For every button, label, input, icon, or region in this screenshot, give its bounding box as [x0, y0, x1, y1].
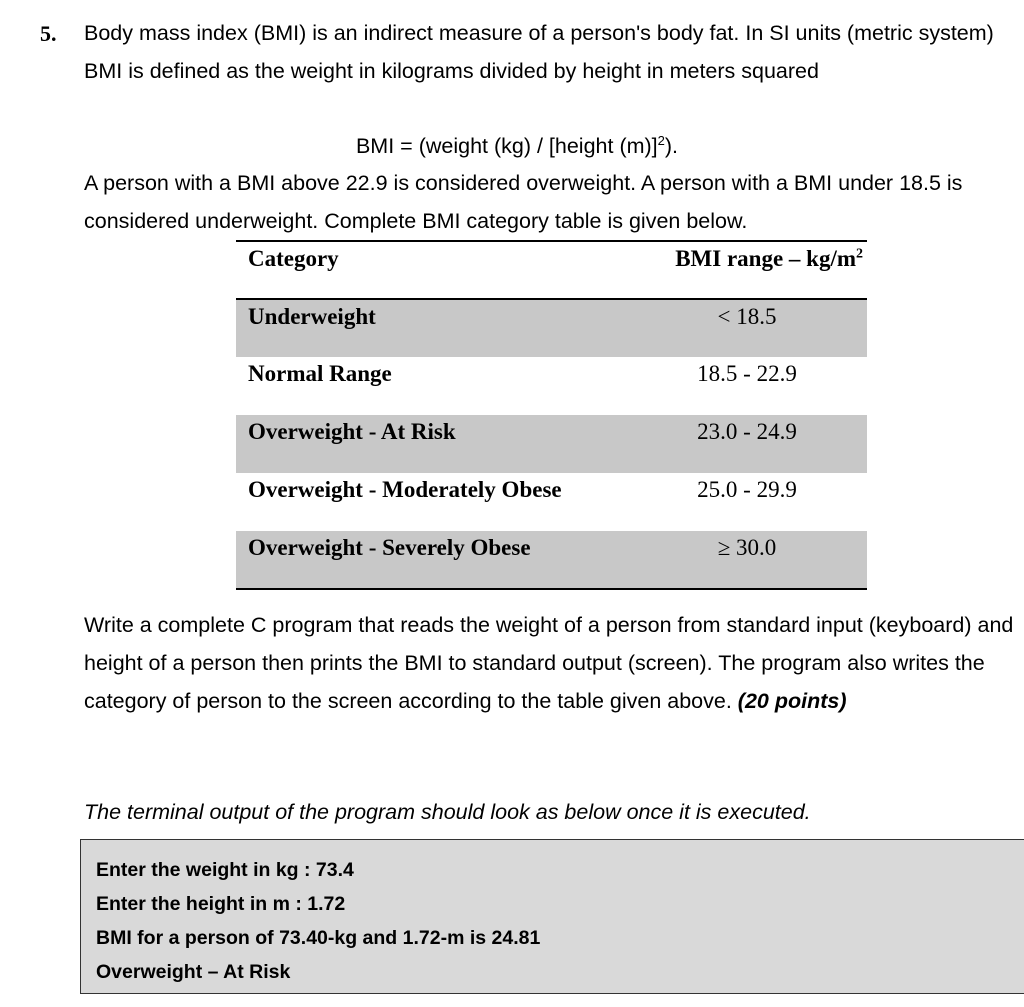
terminal-line: Enter the weight in kg : 73.4	[96, 859, 354, 881]
terminal-line: BMI for a person of 73.40-kg and 1.72-m is 24.81	[96, 927, 541, 949]
bmi-formula	[0, 128, 1024, 164]
table-row	[236, 473, 867, 531]
row-category: Normal Range	[248, 361, 392, 386]
points-label: (20 points)	[737, 689, 847, 713]
table-row	[236, 415, 867, 473]
formula-exponent: 2	[657, 132, 665, 148]
terminal-output-box	[80, 839, 1024, 994]
row-category: Overweight - At Risk	[248, 419, 456, 444]
header-bmi-range	[627, 241, 867, 299]
thresholds-text: A person with a BMI above 22.9 is considered overweight. A person with a BMI under 18.5 is considered underweight. Complete BMI category table is given below.	[84, 171, 963, 233]
terminal-line: Overweight – At Risk	[96, 961, 291, 983]
question-intro: Body mass index (BMI) is an indirect measure of a person's body fat. In SI units (metric system) BMI is defined as the weight in kilograms divided by height in meters squared	[84, 21, 994, 83]
header-category: Category	[248, 246, 339, 271]
header-range-label: BMI range – kg/m	[675, 246, 856, 271]
table-row	[236, 299, 867, 357]
row-category: Overweight - Moderately Obese	[248, 477, 562, 502]
header-range-exponent: 2	[856, 246, 863, 262]
table-header-row	[236, 241, 867, 299]
task-text	[84, 606, 1014, 720]
bmi-category-table	[236, 240, 867, 590]
row-range: < 18.5	[717, 304, 777, 329]
row-range: 18.5 - 22.9	[697, 361, 797, 386]
formula-end: ).	[664, 134, 679, 158]
row-range: ≥ 30.0	[717, 535, 777, 560]
row-range: 25.0 - 29.9	[697, 477, 797, 502]
row-range: 23.0 - 24.9	[697, 419, 797, 444]
output-note: The terminal output of the program should look as below once it is executed.	[84, 800, 811, 824]
formula-main: BMI = (weight (kg) / [height (m)]	[355, 134, 658, 158]
table-row	[236, 531, 867, 589]
task-description: Write a complete C program that reads the weight of a person from standard input (keyboard) and height of a person then prints the BMI to standard output (screen). The program also writes the category of person to the screen according to the table given above.	[84, 613, 1014, 713]
row-category: Underweight	[248, 304, 376, 329]
question-number: 5.	[40, 21, 57, 46]
row-category: Overweight - Severely Obese	[248, 535, 531, 560]
table-row	[236, 357, 867, 415]
terminal-line: Enter the height in m : 1.72	[96, 893, 346, 915]
